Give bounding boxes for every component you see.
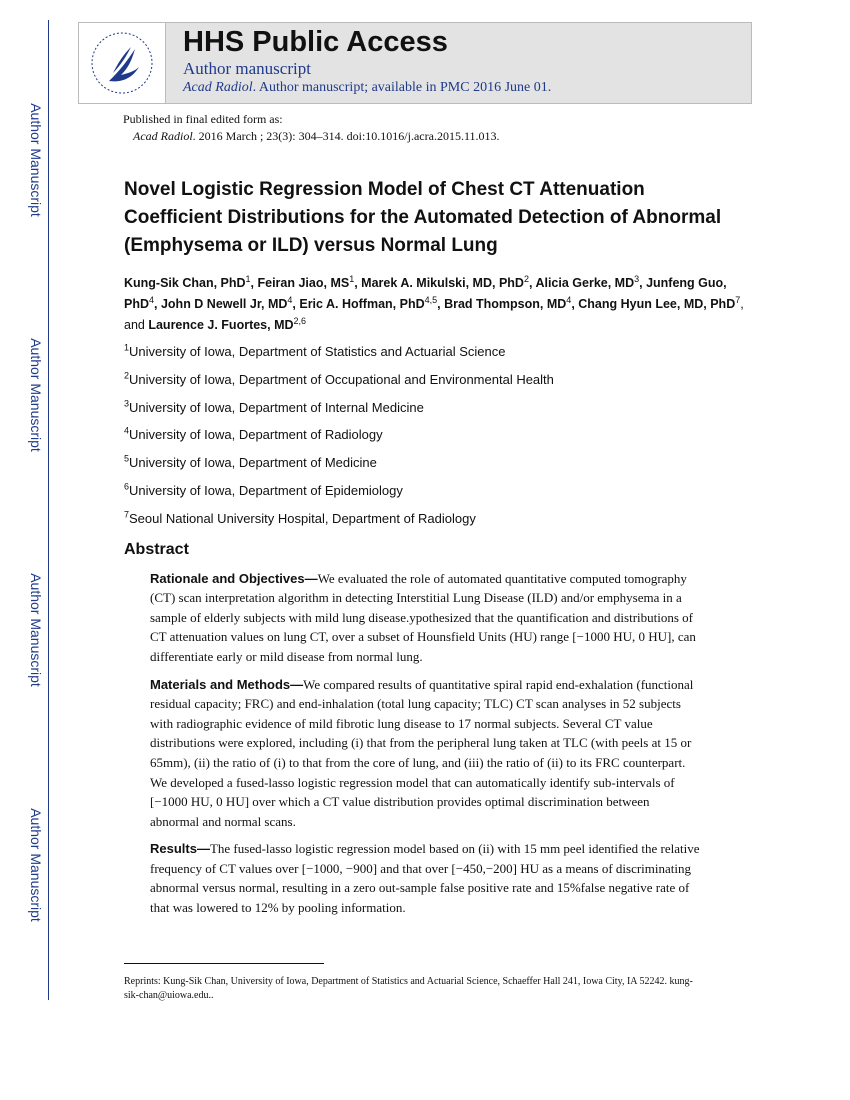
sidebar-label-text: Author Manuscript [28,573,45,687]
affiliation-sup: 5 [124,453,130,464]
affiliation-text: University of Iowa, Department of Medicine [129,455,377,471]
header-subtitle: Author manuscript [183,59,311,78]
affiliation [124,449,744,477]
header-availability [183,79,745,97]
citation: . 2016 March ; 23(3): 304–314. doi:10.1016/j.acra.2015.11.013. [192,129,500,143]
sidebar-label-text: Author Manuscript [28,808,45,922]
header-title: HHS Public Access [183,26,448,58]
affiliations [124,338,744,533]
author-affiliation-sup: 7 [735,294,741,305]
author-affiliation-sup: 4 [566,294,572,305]
author-name: Laurence J. Fuortes, MD [148,318,294,332]
section-text: We compared results of quantitative spiral rapid end-exhalation (functional residual capacity; FRC) and end-inhalation (total lung capacity; TLC) CT scan analyses in 52 subjects with radiographic evidence of mild fibrotic lung disease to 17 normal subjects. Several CT value distributions were explored, including (i) that from the peripheral lung taken at TLC (with peels at 15 or 65mm), (ii) the ratio of (i) to that from the core of lung, and (iii) the ratio of (ii) to its FRC counterpart. We developed a fused-lasso logistic regression model that can automatically identify sub-intervals of [−1000 HU, 0 HU] over which a CT value distribution provides optimal discrimination between abnormal and normal scans. [150,676,694,829]
author-name: John D Newell Jr, MD [160,297,288,311]
affiliation-sup: 1 [124,342,130,353]
availability-text: . Author manuscript; available in PMC 2016 June 01. [252,80,552,95]
affiliation-sup: 4 [124,426,130,437]
author-name: Kung-Sik Chan, PhD [124,276,246,290]
sidebar-label [22,325,50,465]
author-affiliation-sup: 4 [149,294,155,305]
abstract-body [124,569,744,918]
author-name: Chang Hyun Lee, MD, PhD [578,297,736,311]
published-info [123,111,500,145]
section-label: Materials and Methods— [150,676,304,692]
affiliation [124,505,744,533]
section-label: Rationale and Objectives— [150,570,318,586]
journal-name: Acad Radiol [133,129,193,143]
author-name: Alicia Gerke, MD [535,276,635,290]
author-name: Junfeng Guo, PhD [124,276,727,311]
affiliation-sup: 3 [124,398,130,409]
hhs-logo-icon [79,23,166,103]
main-content [124,176,744,926]
author-affiliation-sup: 4,5 [424,294,438,305]
affiliation [124,421,744,449]
sidebar-label [22,795,50,935]
section-text: The fused-lasso logistic regression model based on (ii) with 15 mm peel identified the relative frequency of CT values over [−1000, −900] and that over [−450,−200] HU as a means of discriminating abnormal versus normal, resulting in a zero out-sample false positive rate and 15%false negative rate of that was lowered to 12% by pooling information. [150,841,700,916]
abstract-heading: Abstract [124,540,189,558]
author-affiliation-sup: 3 [634,273,640,284]
author-name: Feiran Jiao, MS [257,276,350,290]
affiliation-sup: 2 [124,370,130,381]
affiliation [124,366,744,394]
affiliation [124,338,744,366]
affiliation [124,394,744,422]
affiliation-text: Seoul National University Hospital, Department of Radiology [129,510,476,526]
author-affiliation-sup: 2,6 [293,315,307,326]
abstract-section [150,675,700,832]
affiliation-text: University of Iowa, Department of Occupational and Environmental Health [129,371,554,387]
author-affiliation-sup: 1 [245,273,251,284]
article-title: Novel Logistic Regression Model of Chest CT Attenuation Coefficient Distributions for the Automated Detection of Abnormal (Emphysema or ILD) versus Normal Lung [124,179,722,256]
affiliation-sup: 6 [124,481,130,492]
author-name: Brad Thompson, MD [444,297,567,311]
author-affiliation-sup: 4 [287,294,293,305]
abstract-section [150,839,700,917]
sidebar-label-text: Author Manuscript [28,103,45,217]
section-label: Results— [150,841,210,857]
footnote-divider [124,963,324,964]
hhs-header [78,22,752,104]
journal-name: Acad Radiol [183,80,253,95]
author-name: Marek A. Mikulski, MD, PhD [361,276,524,290]
footnote: Reprints: Kung-Sik Chan, University of Iowa, Department of Statistics and Actuarial Science, Schaeffer Hall 241, Iowa City, IA 52242. kung-sik-chan@uiowa.edu.. [124,976,693,1001]
affiliation-sup: 7 [124,509,130,520]
sidebar-label-text: Author Manuscript [28,338,45,452]
affiliation [124,477,744,505]
published-label: Published in final edited form as: [123,112,283,126]
author-affiliation-sup: 1 [349,273,355,284]
sidebar-label [22,560,50,700]
affiliation-text: University of Iowa, Department of Epidemiology [129,482,403,498]
sidebar-divider [48,20,49,1000]
affiliation-text: University of Iowa, Department of Internal Medicine [129,399,424,415]
author-name: Eric A. Hoffman, PhD [299,297,425,311]
abstract-section [150,569,700,667]
sidebar-label [22,90,50,230]
header-text [183,26,745,97]
affiliation-text: University of Iowa, Department of Statistics and Actuarial Science [129,344,506,359]
section-text: We evaluated the role of automated quantitative computed tomography (CT) scan interpretation algorithm in detecting Interstitial Lung Disease (ILD) and/or emphysema in a sample of elderly subjects with mild lung disease.ypothesized that the quantification and distributions of CT attenuation values on lung CT, over a subset of Hounsfield Units (HU) range [−1000 HU, 0 HU], can differentiate early or mild disease from normal lung. [150,570,696,664]
and-text: and [124,318,145,332]
author-affiliation-sup: 2 [523,273,529,284]
affiliation-text: University of Iowa, Department of Radiology [129,427,383,443]
author-list: Kung-Sik Chan, PhD$^1$, Feiran Jiao, $MS^1$, Marek A. Mikulski, MD, PhD$^2$, Alicia Gerke, $MD^3$, Junfeng Guo, PhD$^4$, John D Newell Jr, $MD^4$, Eric A. Hoffman, PhD$^{4,5}$, Brad Thompson, $MD^4$, Chang Hyun Lee, MD, PhD$^7$, and Laurence J. Fuortes, MD$^{2,6}$ [124,273,744,332]
